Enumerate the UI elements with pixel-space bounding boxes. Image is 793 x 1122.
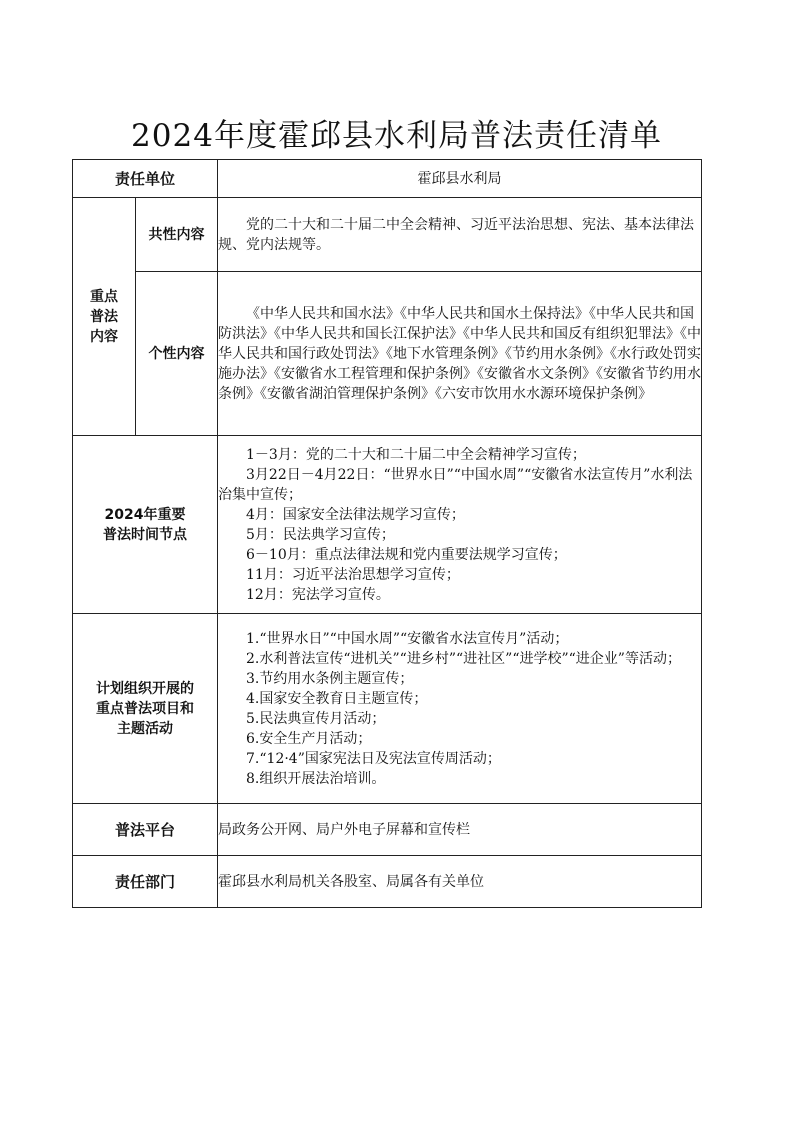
time-node-item: 5月：民法典学习宣传； (246, 526, 395, 543)
key-content-label (73, 198, 136, 436)
activities-label-line: 主题活动 (117, 720, 173, 737)
activity-item: 4.国家安全教育日主题宣传； (246, 690, 428, 707)
activity-item: 1.“世界水日”“中国水周”“安徽省水法宣传月”活动； (246, 630, 569, 647)
time-nodes-label-line: 普法时间节点 (103, 526, 187, 543)
row-department (73, 856, 702, 908)
common-content-label: 共性内容 (136, 198, 218, 272)
activity-item: 6.安全生产月活动； (246, 730, 372, 747)
time-node-item: 11月：习近平法治思想学习宣传； (246, 566, 460, 583)
time-node-item: 6－10月：重点法律法规和党内重要法规学习宣传； (246, 546, 567, 563)
row-common-content (73, 198, 702, 272)
time-nodes-label (73, 436, 218, 614)
platform-label: 普法平台 (73, 804, 218, 856)
key-content-label-line: 普法 (90, 308, 118, 325)
time-node-item: 1－3月：党的二十大和二十届二中全会精神学习宣传； (246, 446, 586, 463)
key-content-label-line: 内容 (90, 328, 118, 345)
row-time-nodes (73, 436, 702, 614)
activity-item: 5.民法典宣传月活动； (246, 710, 386, 727)
row-individual-content (73, 272, 702, 436)
activity-item: 7.“12·4”国家宪法日及宪法宣传周活动； (246, 750, 501, 767)
individual-content-text: 《中华人民共和国水法》《中华人民共和国水土保持法》《中华人民共和国防洪法》《中华人民共和国长江保护法》《中华人民共和国反有组织犯罪法》《中华人民共和国行政处罚法》《地下水管理条例》《节约用水条例》《水行政处罚实施办法》《安徽省水工程管理和保护条例》《安徽省水文条例》《安徽省节约用水条例》《安徽省湖泊管理保护条例》《六安市饮用水水源环境保护条例》 (218, 305, 702, 402)
activities-label (73, 614, 218, 804)
row-unit (73, 160, 702, 198)
unit-label: 责任单位 (73, 160, 218, 198)
time-node-item: 3月22日－4月22日：“世界水日”“中国水周”“安徽省水法宣传月”水利法治集中宣传； (218, 466, 693, 503)
key-content-label-line: 重点 (90, 288, 118, 305)
department-value: 霍邱县水利局机关各股室、局属各有关单位 (218, 856, 702, 908)
time-nodes-label-line: 2024年重要 (104, 506, 186, 523)
activities-label-line: 计划组织开展的 (96, 680, 194, 697)
department-label: 责任部门 (73, 856, 218, 908)
responsibility-table (72, 159, 702, 908)
time-node-item: 12月：宪法学习宣传。 (246, 586, 390, 603)
platform-value: 局政务公开网、局户外电子屏幕和宣传栏 (218, 804, 702, 856)
individual-content-cell (218, 272, 702, 436)
activity-item: 3.节约用水条例主题宣传； (246, 670, 414, 687)
activities-list (218, 614, 702, 804)
activities-label-line: 重点普法项目和 (96, 700, 194, 717)
activity-item: 2.水利普法宣传“进机关”“进乡村”“进社区”“进学校”“进企业”等活动； (246, 650, 681, 667)
page-title: 2024年度霍邱县水利局普法责任清单 (131, 118, 662, 154)
common-content-text: 党的二十大和二十届二中全会精神、习近平法治思想、宪法、基本法律法规、党内法规等。 (218, 216, 695, 253)
row-platform (73, 804, 702, 856)
row-activities (73, 614, 702, 804)
individual-content-label: 个性内容 (136, 272, 218, 436)
activity-item: 8.组织开展法治培训。 (246, 770, 386, 787)
common-content-cell (218, 198, 702, 272)
time-nodes-list (218, 436, 702, 614)
unit-value: 霍邱县水利局 (218, 160, 702, 198)
time-node-item: 4月：国家安全法律法规学习宣传； (246, 506, 465, 523)
